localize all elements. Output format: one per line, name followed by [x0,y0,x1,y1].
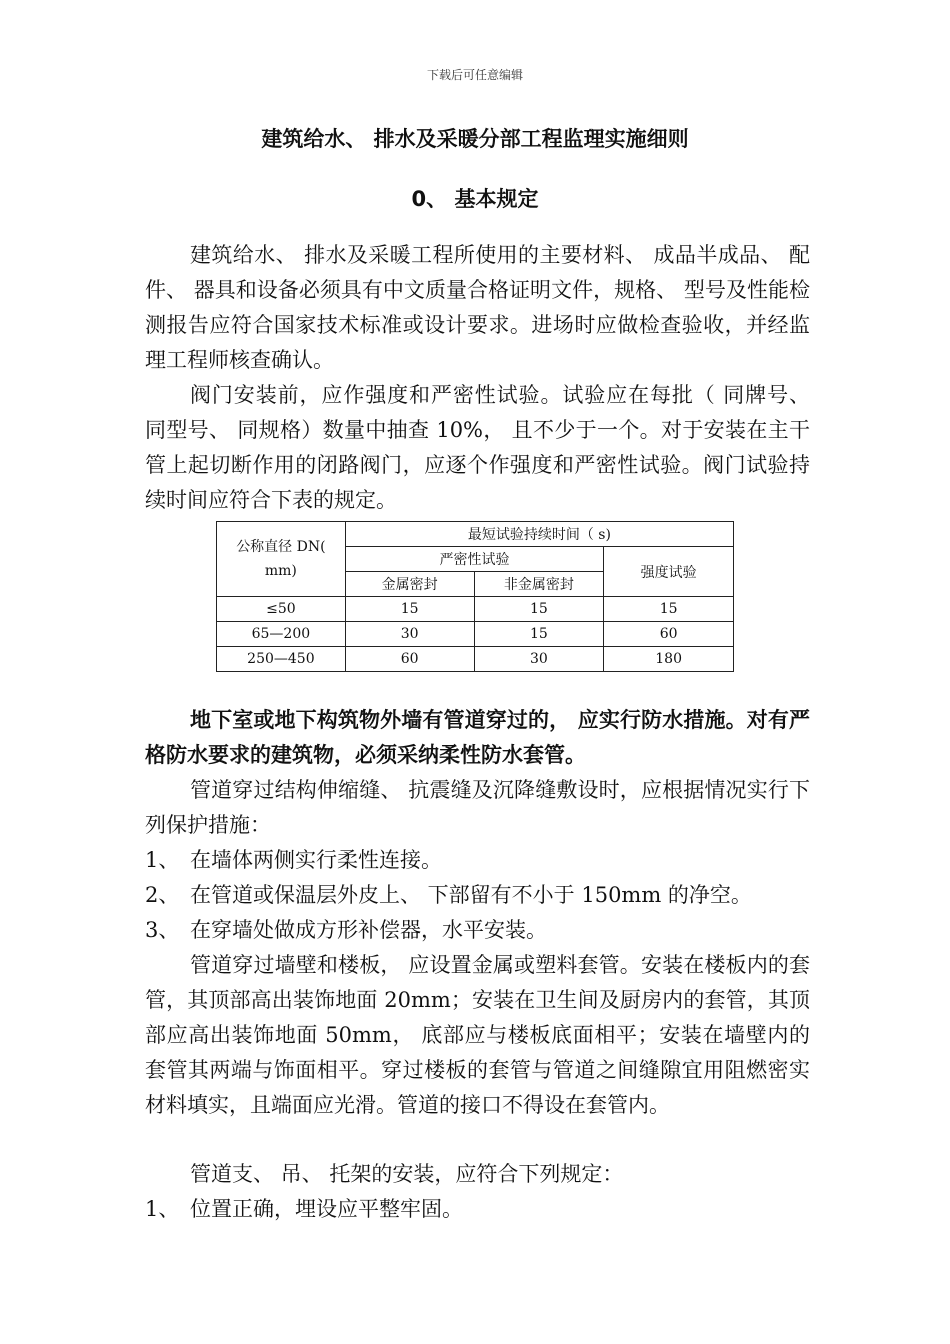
paragraph-waterproof: 地下室或地下构筑物外墙有管道穿过的， 应实行防水措施。对有严格防水要求的建筑物，必须采纳柔性防水套管。 [145,708,810,767]
list-item [145,878,810,913]
list-text: 在穿墙处做成方形补偿器，水平安装。 [190,918,547,942]
list-number: 3、 [145,918,180,942]
cell-metal: 15 [345,597,474,622]
cell-nonmetal: 30 [474,647,604,672]
list-number: 1、 [145,848,180,872]
table-row [217,622,734,647]
list-number: 2、 [145,883,180,907]
section-title: 0、 基本规定 [411,187,539,211]
paragraph-materials: 建筑给水、 排水及采暖工程所使用的主要材料、 成品半成品、 配件、 器具和设备必须具有中文质量合格证明文件，规格、 型号及性能检测报告应符合国家技术标准或设计要求。进场时应做检查验收，并经监理工程师核查确认。 [145,243,810,372]
list-text: 在管道或保温层外皮上、 下部留有不小于 150mm 的净空。 [190,883,752,907]
col-header-duration: 最短试验持续时间（ s) [345,522,733,547]
cell-strength: 180 [604,647,734,672]
cell-dn: 250—450 [217,647,346,672]
table-row [217,597,734,622]
cell-dn: ≤50 [217,597,346,622]
cell-strength: 15 [604,597,734,622]
col-header-nonmetal-seal: 非金属密封 [474,572,604,597]
paragraph-valve-test: 阀门安装前，应作强度和严密性试验。试验应在每批（ 同牌号、 同型号、 同规格）数量中抽查 10%， 且不少于一个。对于安装在主干管上起切断作用的闭路阀门，应逐个作强度和严密性试验。阀门试验持续时间应符合下表的规定。 [145,383,810,512]
cell-dn: 65—200 [217,622,346,647]
cell-strength: 60 [604,622,734,647]
cell-nonmetal: 15 [474,622,604,647]
list-number: 1、 [145,1197,180,1221]
paragraph-sleeve: 管道穿过墙壁和楼板， 应设置金属或塑料套管。安装在楼板内的套管，其顶部高出装饰地面 20mm；安装在卫生间及厨房内的套管，其顶部应高出装饰地面 50mm， 底部应与楼板底面相平；安装在墙壁内的套管其两端与饰面相平。穿过楼板的套管与管道之间缝隙宜用阻燃密实材料填实，且端面应光滑。管道的接口不得设在套管内。 [145,953,810,1117]
col-header-metal-seal: 金属密封 [345,572,474,597]
paragraph-support: 管道支、 吊、 托架的安装，应符合下列规定： [190,1162,624,1186]
list-text: 位置正确，埋设应平整牢固。 [190,1197,463,1221]
list-item [145,913,810,948]
paragraph-joint-protection: 管道穿过结构伸缩缝、 抗震缝及沉降缝敷设时，应根据情况实行下列保护措施： [145,778,810,837]
cell-nonmetal: 15 [474,597,604,622]
col-header-dn: 公称直径 DN( mm) [217,522,346,597]
cell-metal: 60 [345,647,474,672]
page-header: 下载后可任意编辑 [426,68,523,82]
col-header-tightness: 严密性试验 [345,547,603,572]
list-item [145,843,810,878]
list-item [145,1192,810,1227]
cell-metal: 30 [345,622,474,647]
col-header-strength: 强度试验 [604,547,734,597]
document-title: 建筑给水、 排水及采暖分部工程监理实施细则 [261,127,689,151]
table-row [217,647,734,672]
valve-test-table [216,521,734,672]
list-text: 在墙体两侧实行柔性连接。 [190,848,442,872]
